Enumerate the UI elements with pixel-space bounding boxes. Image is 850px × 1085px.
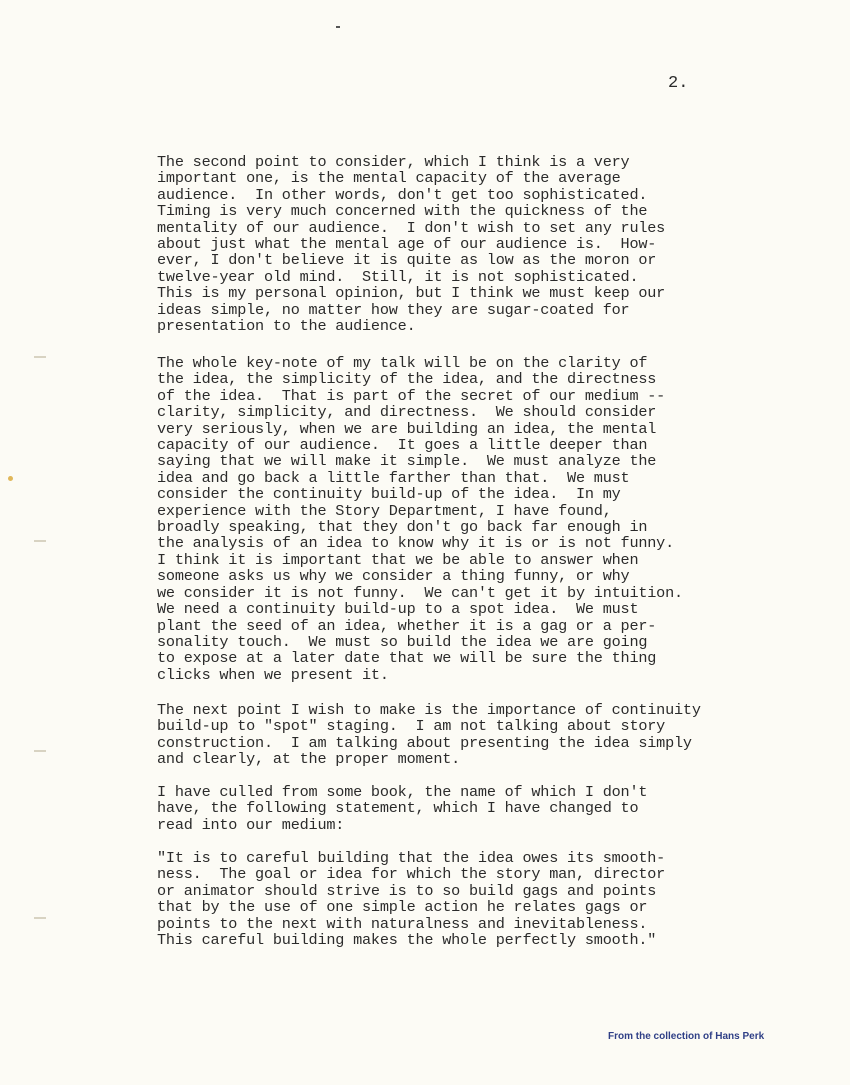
paragraph-quotation: "It is to careful building that the idea owes its smooth- ness. The goal or idea for which the story man, director or animator should strive is to so build gags and points that by the use of one simple action he relates gags or points to the next with naturalness and inevitableness. This careful building makes the whole perfectly smooth.": [157, 849, 666, 950]
paragraph-culled-statement: I have culled from some book, the name of which I don't have, the following statement, which I have changed to read into our medium:: [157, 783, 648, 834]
margin-mark: [34, 356, 46, 358]
paragraph-spot-staging: The next point I wish to make is the importance of continuity build-up to "spot" staging. I am not talking about story construction. I am talking about presenting the idea simply and clearly, at the proper moment.: [157, 701, 701, 769]
margin-mark: [34, 750, 46, 752]
paragraph-clarity-simplicity: The whole key-note of my talk will be on the clarity of the idea, the simplicity of the idea, and the directness of the idea. That is part of the secret of our medium -- clarity, simplicity, and directness. We should consider very seriously, when we are building an idea, the mental capacity of our audience. It goes a little deeper than saying that we will make it simple. We must analyze the idea and go back a little farther than that. We must consider the continuity build-up of the idea. In my experience with the Story Department, I have found, broadly speaking, that they don't go back far enough in the analysis of an idea to know why it is or is not funny. I think it is important that we be able to answer when someone asks us why we consider a thing funny, or why we consider it is not funny. We can't get it by intuition. We need a continuity build-up to a spot idea. We must plant the seed of an idea, whether it is a gag or a per- sonality touch. We must so build the idea we are going to expose at a later date that we will be sure the thing clicks when we present it.: [157, 354, 683, 684]
margin-mark: [34, 917, 46, 919]
collection-credit: From the collection of Hans Perk: [608, 1031, 765, 1042]
top-ink-mark: [336, 26, 340, 28]
margin-mark: [34, 540, 46, 542]
page-number: 2.: [668, 74, 689, 93]
paragraph-audience-capacity: The second point to consider, which I think is a very important one, is the mental capacity of the average audience. In other words, don't get too sophisticated. Timing is very much concerned with the quickness of the mentality of our audience. I don't wish to set any rules about just what the mental age of our audience is. How- ever, I don't believe it is quite as low as the moron or twelve-year old mind. Still, it is not sophisticated. This is my personal opinion, but I think we must keep our ideas simple, no matter how they are sugar-coated for presentation to the audience.: [157, 153, 666, 336]
margin-dot: [8, 476, 13, 481]
